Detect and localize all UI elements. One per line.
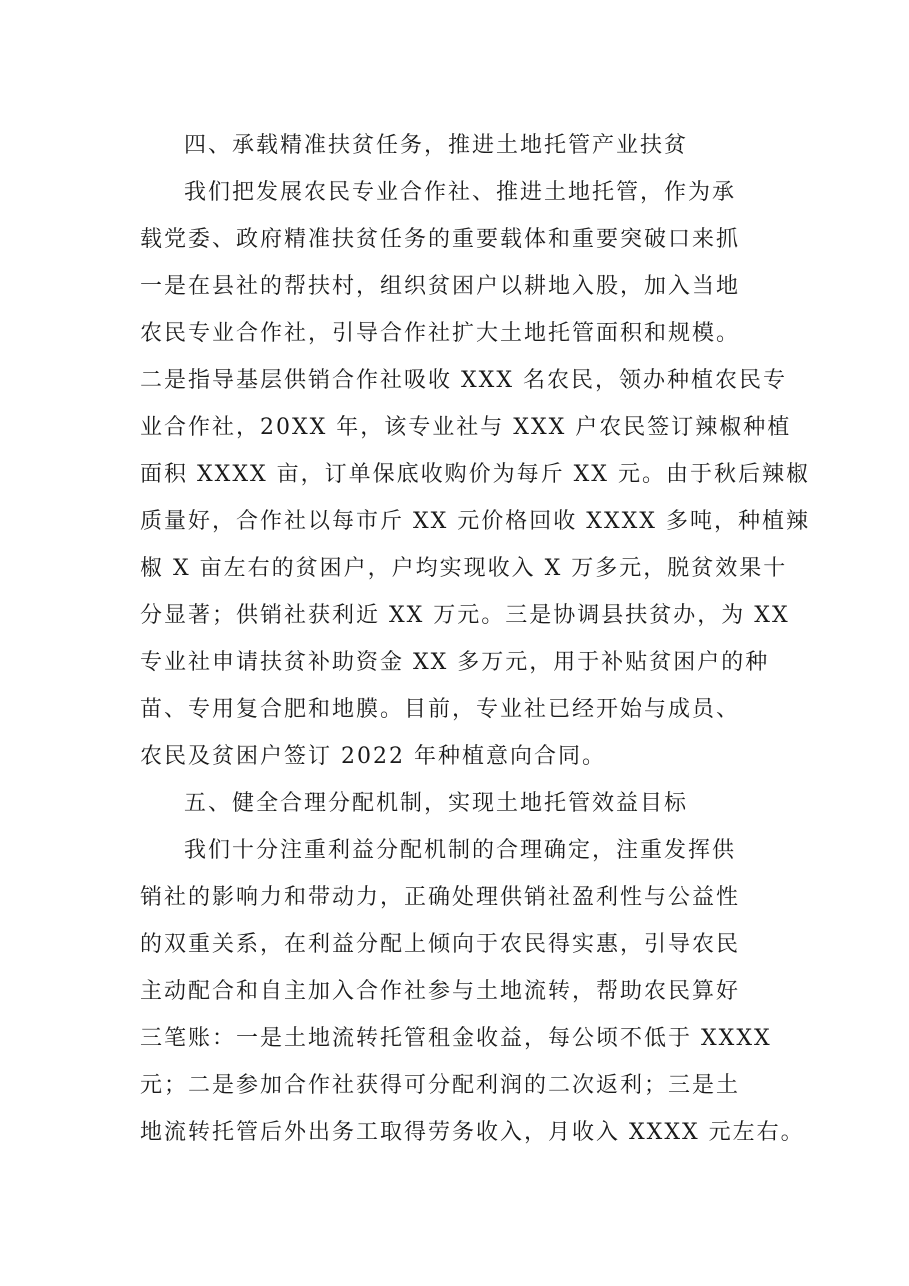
text-line: 我们把发展农民专业合作社、推进土地托管，作为承	[184, 180, 737, 205]
text-line: 专业社申请扶贫补助资金 XX 多万元，用于补贴贫困户的种	[140, 650, 770, 675]
text-line: 的双重关系，在利益分配上倾向于农民得实惠，引导农民	[140, 932, 741, 957]
text-line: 载党委、政府精准扶贫任务的重要载体和重要突破口来抓	[140, 227, 741, 252]
text-line: 元；二是参加合作社获得可分配利润的二次返利；三是土	[140, 1073, 741, 1098]
text-line: 面积 XXXX 亩，订单保底收购价为每斤 XX 元。由于秋后辣椒	[140, 462, 810, 487]
text-line: 农民专业合作社，引导合作社扩大土地托管面积和规模。	[140, 321, 741, 346]
text-line: 主动配合和自主加入合作社参与土地流转，帮助农民算好	[140, 979, 741, 1004]
text-line: 椒 X 亩左右的贫困户，户均实现收入 X 万多元，脱贫效果十	[140, 556, 788, 581]
text-line: 农民及贫困户签订 2022 年种植意向合同。	[140, 744, 606, 769]
document-body	[140, 122, 810, 1156]
text-line: 苗、专用复合肥和地膜。目前，专业社已经开始与成员、	[140, 697, 741, 722]
text-line: 业合作社，20XX 年，该专业社与 XXX 户农民签订辣椒种植	[140, 415, 792, 440]
section-heading: 四、承载精准扶贫任务，推进土地托管产业扶贫	[184, 133, 689, 158]
text-line: 质量好，合作社以每市斤 XX 元价格回收 XXXX 多吨，种植辣	[140, 509, 810, 534]
section-heading: 五、健全合理分配机制，实现土地托管效益目标	[184, 791, 689, 816]
text-line: 二是指导基层供销合作社吸收 XXX 名农民，领办种植农民专	[140, 368, 787, 393]
text-line: 分显著；供销社获利近 XX 万元。三是协调县扶贫办，为 XX	[140, 603, 790, 628]
text-line: 地流转托管后外出务工取得劳务收入，月收入 XXXX 元左右。	[140, 1120, 805, 1145]
text-line: 我们十分注重利益分配机制的合理确定，注重发挥供	[184, 838, 737, 863]
text-line: 销社的影响力和带动力，正确处理供销社盈利性与公益性	[140, 885, 741, 910]
text-line: 三笔账：一是土地流转托管租金收益，每公顷不低于 XXXX	[140, 1026, 772, 1051]
text-line: 一是在县社的帮扶村，组织贫困户以耕地入股，加入当地	[140, 274, 741, 299]
